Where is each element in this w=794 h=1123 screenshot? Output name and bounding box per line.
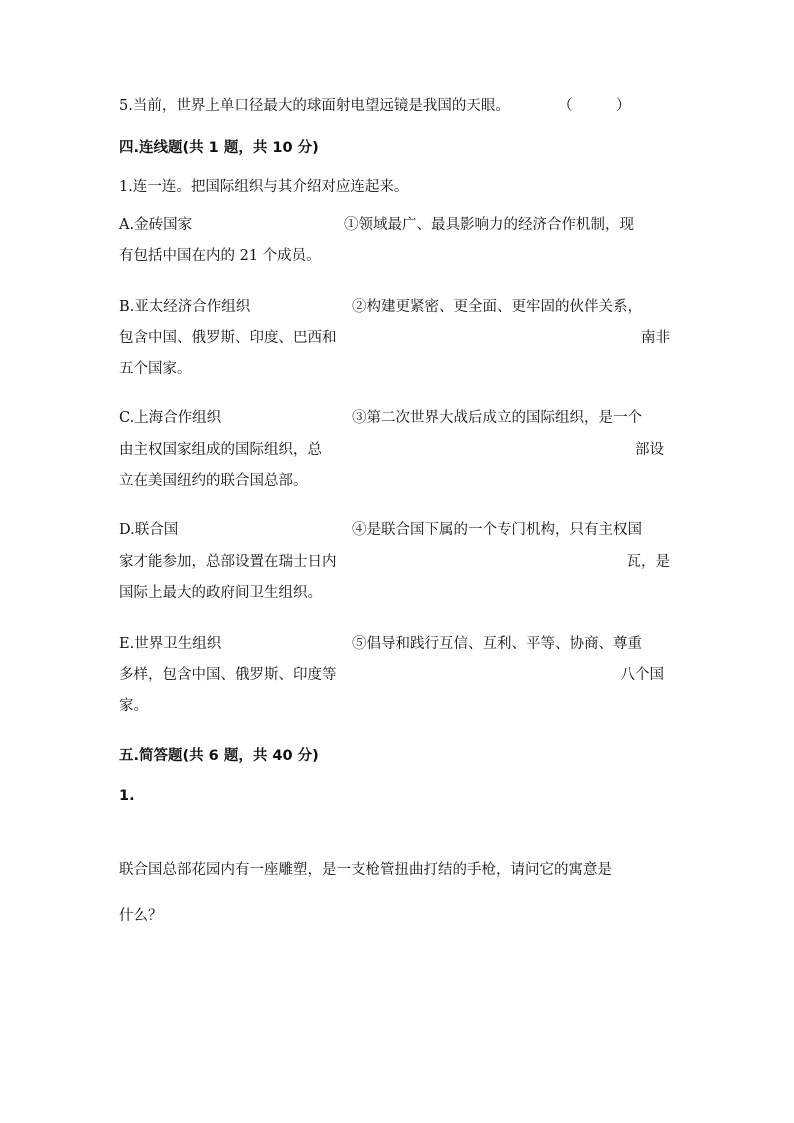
- question-1-number: 1.: [119, 788, 135, 804]
- section-5-heading: 五.简答题(共 6 题，共 40 分): [119, 748, 319, 764]
- item-continuation: 家才能参加，总部设置在瑞士日内: [119, 554, 337, 570]
- matching-prompt: 1.连一连。把国际组织与其介绍对应连起来。: [119, 179, 409, 195]
- item-right-description: ④是联合国下属的一个专门机构，只有主权国: [352, 522, 642, 538]
- section-4-heading: 四.连线题(共 1 题，共 10 分): [119, 140, 319, 156]
- item-right-description: ③第二次世界大战后成立的国际组织，是一个: [352, 410, 642, 426]
- item-continuation-right: 瓦，是: [626, 554, 670, 570]
- item-continuation: 由主权国家组成的国际组织，总: [119, 442, 322, 458]
- item-left-label: D.联合国: [119, 522, 179, 538]
- item-right-description: ②构建更紧密、更全面、更牢固的伙伴关系，: [352, 299, 642, 315]
- item-left-label: C.上海合作组织: [119, 410, 222, 426]
- item-continuation: 立在美国纽约的联合国总部。: [119, 473, 308, 489]
- item-left-label: E.世界卫生组织: [119, 636, 222, 652]
- item-continuation: 包含中国、俄罗斯、印度、巴西和: [119, 330, 337, 346]
- item-continuation: 多样，包含中国、俄罗斯、印度等: [119, 667, 337, 683]
- item-continuation: 五个国家。: [119, 361, 192, 377]
- item-continuation: 国际上最大的政府间卫生组织。: [119, 585, 322, 601]
- question-1-text-continued: 什么？: [119, 908, 163, 924]
- item-right-description: ⑤倡导和践行互信、互利、平等、协商、尊重: [352, 636, 642, 652]
- item-continuation-right: 南非: [641, 330, 670, 346]
- item-continuation: 家。: [119, 698, 148, 714]
- question-1-text: 联合国总部花园内有一座雕塑，是一支枪管扭曲打结的手枪，请问它的寓意是: [119, 862, 612, 878]
- item-continuation-right: 部设: [635, 442, 664, 458]
- item-continuation-right: 八个国: [620, 667, 664, 683]
- item-right-description: ①领域最广、最具影响力的经济合作机制，现: [344, 217, 634, 233]
- item-left-label: B.亚太经济合作组织: [119, 299, 251, 315]
- question-5-text: 5.当前，世界上单口径最大的球面射电望远镜是我国的天眼。: [119, 98, 510, 114]
- item-left-label: A.金砖国家: [119, 217, 193, 233]
- item-continuation: 有包括中国在内的 21 个成员。: [119, 248, 321, 264]
- answer-blank: （ ）: [558, 98, 631, 114]
